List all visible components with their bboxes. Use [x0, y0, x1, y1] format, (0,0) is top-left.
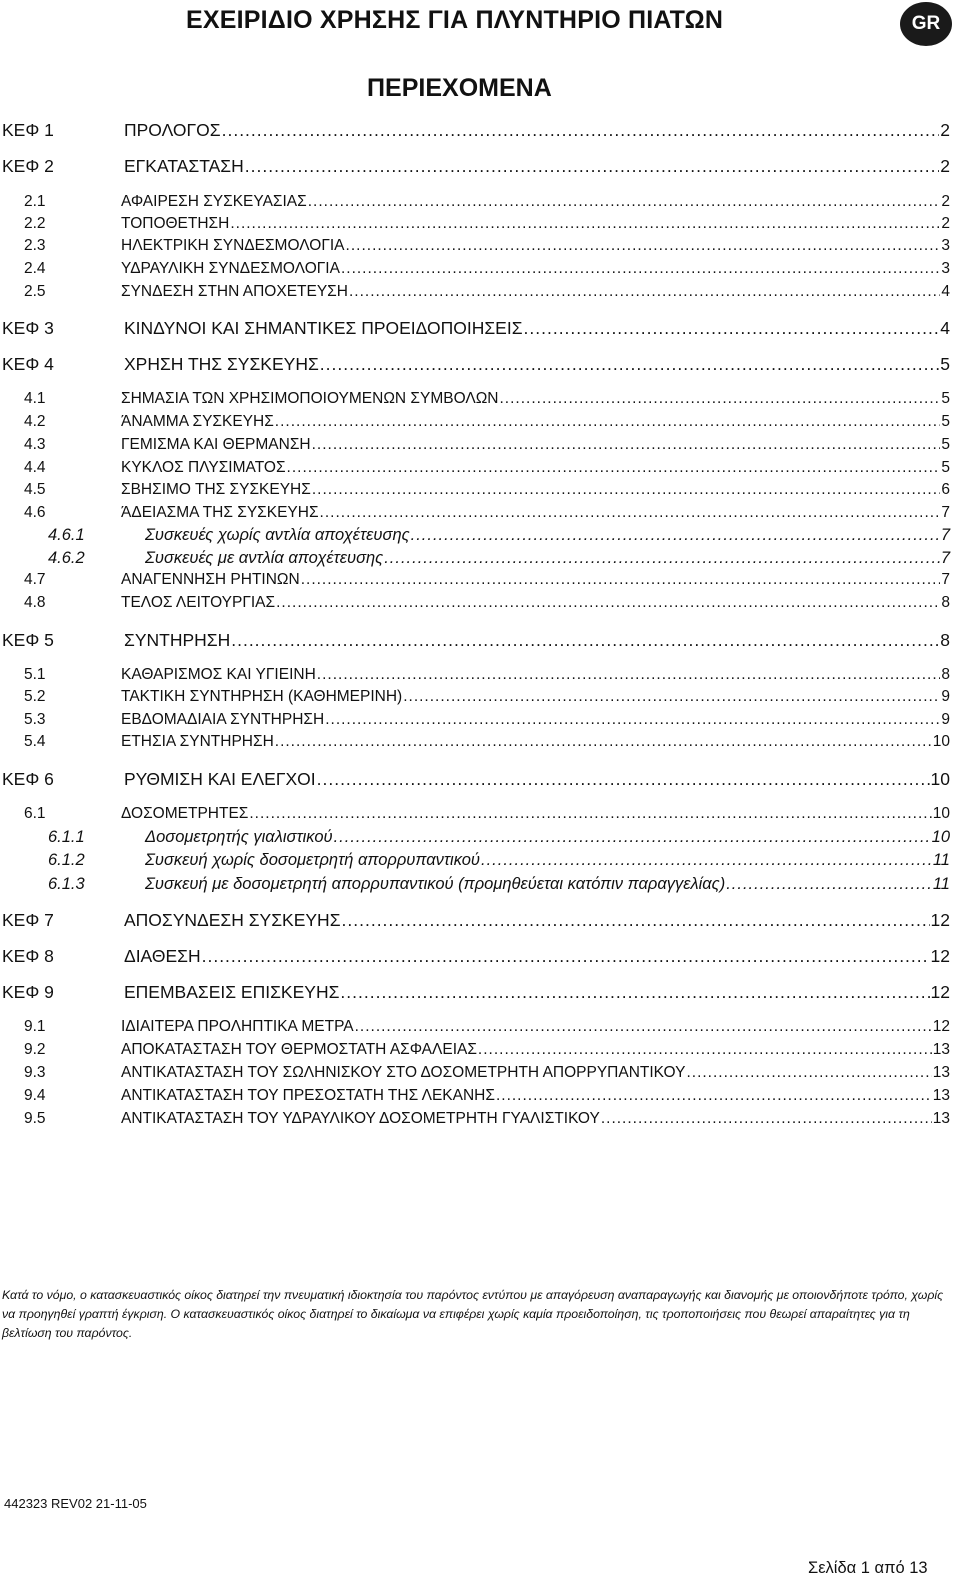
- toc-entry-number: 9.3: [24, 1064, 46, 1081]
- toc-entry-number: ΚΕΦ 7: [2, 910, 54, 930]
- dot-leader: [230, 215, 940, 233]
- toc-entry: [0, 318, 950, 339]
- dot-leader: [341, 260, 940, 278]
- toc-entry: [0, 688, 950, 706]
- dot-leader: [478, 1041, 932, 1059]
- dot-leader: [384, 549, 940, 568]
- toc-entry-number: 2.4: [24, 260, 46, 277]
- toc-entry-title: ΗΛΕΚΤΡΙΚΗ ΣΥΝΔΕΣΜΟΛΟΓΙΑ: [121, 237, 345, 254]
- toc-entry-page: 8: [940, 630, 950, 650]
- toc-entry-number: 5.2: [24, 688, 46, 705]
- toc-entry-page: 5: [941, 436, 950, 453]
- dot-leader: [355, 1018, 932, 1036]
- toc-entry-title: ΙΔΙΑΙΤΕΡΑ ΠΡΟΛΗΠΤΙΚΑ ΜΕΤΡΑ: [121, 1018, 354, 1035]
- toc-entry-title: ΓΕΜΙΣΜΑ ΚΑΙ ΘΕΡΜΑΝΣΗ: [121, 436, 311, 453]
- toc-entry: [0, 481, 950, 499]
- toc-entry: [0, 630, 950, 651]
- toc-entry-number: 4.3: [24, 436, 46, 453]
- toc-entry-number: ΚΕΦ 6: [2, 769, 54, 789]
- dot-leader: [231, 630, 939, 651]
- toc-entry-title: ΕΓΚΑΤΑΣΤΑΣΗ: [124, 156, 244, 176]
- toc-entry: [0, 851, 950, 870]
- dot-leader: [334, 828, 931, 847]
- toc-entry-number: ΚΕΦ 5: [2, 630, 54, 650]
- toc-entry-title: ΑΠΟΣΥΝΔΕΣΗ ΣΥΣΚΕΥΗΣ: [124, 910, 341, 930]
- toc-entry-page: 10: [931, 828, 950, 846]
- toc-entry-page: 4: [941, 283, 950, 300]
- toc-entry-number: ΚΕΦ 2: [2, 156, 54, 176]
- toc-entry: [0, 390, 950, 408]
- toc-entry-title: ΑΠΟΚΑΤΑΣΤΑΣΗ ΤΟΥ ΘΕΡΜΟΣΤΑΤΗ ΑΣΦΑΛΕΙΑΣ: [121, 1041, 477, 1058]
- page-number: Σελίδα 1 από 13: [808, 1559, 928, 1577]
- toc-entry: [0, 1018, 950, 1036]
- dot-leader: [524, 318, 940, 339]
- toc-entry-page: 13: [932, 1087, 950, 1104]
- dot-leader: [411, 526, 940, 545]
- toc-entry: [0, 215, 950, 233]
- toc-entry: [0, 594, 950, 612]
- toc-entry-number: 4.4: [24, 459, 46, 476]
- toc-entry-page: 12: [932, 1018, 950, 1035]
- toc-entry-page: 2: [940, 156, 950, 176]
- toc-entry-page: 7: [940, 549, 950, 567]
- toc-entry: [0, 1087, 950, 1105]
- document-code: 442323 REV02 21-11-05: [4, 1496, 147, 1511]
- toc-entry-page: 5: [941, 390, 950, 407]
- dot-leader: [346, 237, 941, 255]
- toc-entry: [0, 982, 950, 1003]
- toc-entry-title: ΣΥΝΤΗΡΗΣΗ: [124, 630, 231, 650]
- dot-leader: [481, 851, 932, 870]
- toc-entry-title: ΤΑΚΤΙΚΗ ΣΥΝΤΗΡΗΣΗ (ΚΑΘΗΜΕΡΙΝΗ): [121, 688, 403, 705]
- toc-entry: [0, 1110, 950, 1128]
- dot-leader: [245, 156, 940, 177]
- toc-entry-page: 7: [941, 504, 950, 521]
- toc-entry-title: ΣΒΗΣΙΜΟ ΤΗΣ ΣΥΣΚΕΥΗΣ: [121, 481, 311, 498]
- toc-entry: [0, 769, 950, 790]
- toc-entry: [0, 666, 950, 684]
- toc-entry-page: 5: [940, 354, 950, 374]
- toc-entry-number: 5.3: [24, 711, 46, 728]
- toc-entry: [0, 504, 950, 522]
- toc-entry: [0, 120, 950, 141]
- toc-entry-title: ΑΝΤΙΚΑΤΑΣΤΑΣΗ ΤΟΥ ΥΔΡΑΥΛΙΚΟΥ ΔΟΣΟΜΕΤΡΗΤΗ ΓΥΑΛΙΣΤΙΚΟΥ: [121, 1110, 600, 1127]
- dot-leader: [308, 193, 941, 211]
- toc-entry-number: 5.1: [24, 666, 46, 683]
- toc-entry-page: 8: [941, 594, 950, 611]
- manual-title: ΕΧΕΙΡΙΔΙΟ ΧΡΗΣΗΣ ΓΙΑ ΠΛΥΝΤΗΡΙΟ ΠΙΑΤΩΝ: [186, 6, 724, 34]
- toc-entry-number: 2.1: [24, 193, 46, 210]
- toc-entry-title: ΕΤΗΣΙΑ ΣΥΝΤΗΡΗΣΗ: [121, 733, 274, 750]
- toc-entry: [0, 805, 950, 823]
- toc-entry-page: 10: [932, 805, 950, 822]
- toc-entry-number: ΚΕΦ 1: [2, 120, 54, 140]
- toc-entry: [0, 156, 950, 177]
- toc-entry: [0, 283, 950, 301]
- toc-heading: ΠΕΡΙΕΧΟΜΕΝΑ: [367, 74, 552, 102]
- dot-leader: [317, 666, 941, 684]
- toc-entry-page: 12: [930, 982, 950, 1002]
- dot-leader: [342, 910, 930, 931]
- dot-leader: [312, 436, 941, 454]
- dot-leader: [312, 481, 941, 499]
- toc-entry-title: ΕΠΕΜΒΑΣΕΙΣ ΕΠΙΣΚΕΥΗΣ: [124, 982, 340, 1002]
- toc-entry: [0, 459, 950, 477]
- dot-leader: [403, 688, 940, 706]
- toc-entry-number: 6.1.2: [48, 851, 85, 869]
- toc-entry: [0, 733, 950, 751]
- toc-entry-page: 12: [930, 910, 950, 930]
- toc-entry-page: 3: [941, 237, 950, 254]
- dot-leader: [500, 390, 941, 408]
- toc-entry-number: 6.1.3: [48, 875, 85, 893]
- toc-entry-number: 4.8: [24, 594, 46, 611]
- toc-entry-page: 13: [932, 1110, 950, 1127]
- toc-entry-page: 9: [941, 711, 950, 728]
- toc-entry-title: Συσκευή με δοσομετρητή απορρυπαντικού (προμηθεύεται κατόπιν παραγγελίας): [145, 875, 726, 893]
- toc-entry-title: ΣΥΝΔΕΣΗ ΣΤΗΝ ΑΠΟΧΕΤΕΥΣΗ: [121, 283, 348, 300]
- dot-leader: [202, 946, 930, 967]
- toc-entry: [0, 571, 950, 589]
- dot-leader: [320, 354, 939, 375]
- toc-entry-title: ΕΒΔΟΜΑΔΙΑΙΑ ΣΥΝΤΗΡΗΣΗ: [121, 711, 325, 728]
- toc-entry-page: 7: [941, 571, 950, 588]
- toc-entry-title: ΑΝΤΙΚΑΤΑΣΤΑΣΗ ΤΟΥ ΣΩΛΗΝΙΣΚΟΥ ΣΤΟ ΔΟΣΟΜΕΤΡΗΤΗ ΑΠΟΡΡΥΠΑΝΤΙΚΟΥ: [121, 1064, 686, 1081]
- dot-leader: [349, 283, 940, 301]
- dot-leader: [320, 504, 941, 522]
- toc-entry-page: 10: [932, 733, 950, 750]
- toc-entry-title: ΑΦΑΙΡΕΣΗ ΣΥΣΚΕΥΑΣΙΑΣ: [121, 193, 307, 210]
- toc-entry-page: 12: [930, 946, 950, 966]
- toc-entry: [0, 875, 950, 894]
- toc-entry-number: 4.7: [24, 571, 46, 588]
- dot-leader: [601, 1110, 932, 1128]
- toc-entry-page: 11: [932, 875, 950, 893]
- toc-entry-page: 4: [940, 318, 950, 338]
- dot-leader: [222, 120, 940, 141]
- toc-entry-page: 13: [932, 1064, 950, 1081]
- toc-entry-number: 4.1: [24, 390, 46, 407]
- toc-entry: [0, 413, 950, 431]
- toc-entry-title: Συσκευή χωρίς δοσομετρητή απορρυπαντικού: [145, 851, 480, 869]
- toc-entry-page: 3: [941, 260, 950, 277]
- toc-entry-title: ΤΕΛΟΣ ΛΕΙΤΟΥΡΓΙΑΣ: [121, 594, 276, 611]
- toc-entry-number: 2.3: [24, 237, 46, 254]
- toc-entry-number: 6.1: [24, 805, 46, 822]
- toc-entry-number: ΚΕΦ 8: [2, 946, 54, 966]
- toc-entry-number: 4.6.2: [48, 549, 85, 567]
- dot-leader: [275, 413, 941, 431]
- toc-entry: [0, 828, 950, 847]
- toc-entry-number: 2.5: [24, 283, 46, 300]
- copyright-notice: Κατά το νόμο, ο κατασκευαστικός οίκος διατηρεί την πνευματική ιδιοκτησία του παρόντος εντύπου με απαγόρευση αναπαραγωγής και διανομής με οποιονδήποτε τρόπο, χωρίς να προηγηθεί γραπτή έγκριση. Ο κατασκευαστικός οίκος διατηρεί το δικαίωμα να επιφέρει χωρίς καμία προειδοποίηση, τις τροποποιήσεις που θεωρεί απαραίτητες για τη βελτίωση του παρόντος.: [2, 1288, 944, 1340]
- toc-entry-page: 2: [941, 215, 950, 232]
- dot-leader: [287, 459, 941, 477]
- toc-entry-title: Συσκευές χωρίς αντλία αποχέτευσης: [145, 526, 410, 544]
- toc-entry-title: ΧΡΗΣΗ ΤΗΣ ΣΥΣΚΕΥΗΣ: [124, 354, 319, 374]
- toc-entry-number: 9.2: [24, 1041, 46, 1058]
- toc-entry-page: 13: [932, 1041, 950, 1058]
- dot-leader: [275, 733, 932, 751]
- toc-entry: [0, 260, 950, 278]
- dot-leader: [276, 594, 940, 612]
- toc-entry-number: ΚΕΦ 9: [2, 982, 54, 1002]
- toc-entry-title: Συσκευές με αντλία αποχέτευσης: [145, 549, 384, 567]
- toc-entry: [0, 237, 950, 255]
- toc-entry-number: 9.4: [24, 1087, 46, 1104]
- toc-entry: [0, 193, 950, 211]
- toc-entry-title: Δοσομετρητής γιαλιστικού: [145, 828, 333, 846]
- toc-entry-page: 9: [941, 688, 950, 705]
- toc-entry-title: ΥΔΡΑΥΛΙΚΗ ΣΥΝΔΕΣΜΟΛΟΓΙΑ: [121, 260, 340, 277]
- toc-entry-title: ΚΙΝΔΥΝΟΙ ΚΑΙ ΣΗΜΑΝΤΙΚΕΣ ΠΡΟΕΙΔΟΠΟΙΗΣΕΙΣ: [124, 318, 523, 338]
- toc-entry-number: 4.5: [24, 481, 46, 498]
- dot-leader: [726, 875, 932, 894]
- toc-entry-number: 2.2: [24, 215, 46, 232]
- dot-leader: [317, 769, 930, 790]
- toc-entry-title: ΔΙΑΘΕΣΗ: [124, 946, 201, 966]
- toc-entry: [0, 946, 950, 967]
- dot-leader: [301, 571, 941, 589]
- dot-leader: [496, 1087, 932, 1105]
- toc-entry-number: 6.1.1: [48, 828, 85, 846]
- dot-leader: [340, 982, 929, 1003]
- toc-entry: [0, 526, 950, 545]
- toc-entry-page: 2: [940, 120, 950, 140]
- toc-entry-title: ΔΟΣΟΜΕΤΡΗΤΕΣ: [121, 805, 249, 822]
- toc-entry-number: 9.1: [24, 1018, 46, 1035]
- toc-entry: [0, 910, 950, 931]
- toc-entry-page: 8: [941, 666, 950, 683]
- toc-entry-number: ΚΕΦ 4: [2, 354, 54, 374]
- toc-entry-title: ΡΥΘΜΙΣΗ ΚΑΙ ΕΛΕΓΧΟΙ: [124, 769, 316, 789]
- toc-entry-number: 4.6: [24, 504, 46, 521]
- toc-entry-page: 5: [941, 413, 950, 430]
- toc-entry: [0, 1041, 950, 1059]
- toc-entry-page: 7: [940, 526, 950, 544]
- toc-entry-title: ΣΗΜΑΣΙΑ ΤΩΝ ΧΡΗΣΙΜΟΠΟΙΟΥΜΕΝΩΝ ΣΥΜΒΟΛΩΝ: [121, 390, 499, 407]
- toc-entry-page: 10: [930, 769, 950, 789]
- toc-entry-number: 4.2: [24, 413, 46, 430]
- toc-entry: [0, 1064, 950, 1082]
- toc-entry-page: 11: [932, 851, 950, 869]
- dot-leader: [249, 805, 931, 823]
- toc-entry: [0, 549, 950, 568]
- toc-entry-number: 5.4: [24, 733, 46, 750]
- toc-entry-title: ΆΔΕΙΑΣΜΑ ΤΗΣ ΣΥΣΚΕΥΗΣ: [121, 504, 319, 521]
- toc-entry-page: 6: [941, 481, 950, 498]
- toc-entry-number: ΚΕΦ 3: [2, 318, 54, 338]
- toc-entry-title: ΆΝΑΜΜΑ ΣΥΣΚΕΥΗΣ: [121, 413, 274, 430]
- toc-entry-page: 5: [941, 459, 950, 476]
- toc-entry: [0, 354, 950, 375]
- toc-entry-title: ΠΡΟΛΟΓΟΣ: [124, 120, 221, 140]
- toc-entry-title: ΑΝΑΓΕΝΝΗΣΗ ΡΗΤΙΝΩΝ: [121, 571, 300, 588]
- dot-leader: [325, 711, 940, 729]
- toc-entry-title: ΤΟΠΟΘΕΤΗΣΗ: [121, 215, 230, 232]
- toc-entry-page: 2: [941, 193, 950, 210]
- toc-entry: [0, 436, 950, 454]
- dot-leader: [686, 1064, 931, 1082]
- toc-entry-number: 4.6.1: [48, 526, 85, 544]
- toc-entry: [0, 711, 950, 729]
- toc-entry-number: 9.5: [24, 1110, 46, 1127]
- toc-entry-title: ΑΝΤΙΚΑΤΑΣΤΑΣΗ ΤΟΥ ΠΡΕΣΟΣΤΑΤΗ ΤΗΣ ΛΕΚΑΝΗΣ: [121, 1087, 495, 1104]
- language-badge: GR: [900, 2, 952, 46]
- toc-entry-title: ΚΑΘΑΡΙΣΜΟΣ ΚΑΙ ΥΓΙΕΙΝΗ: [121, 666, 316, 683]
- toc-entry-title: ΚΥΚΛΟΣ ΠΛΥΣΙΜΑΤΟΣ: [121, 459, 286, 476]
